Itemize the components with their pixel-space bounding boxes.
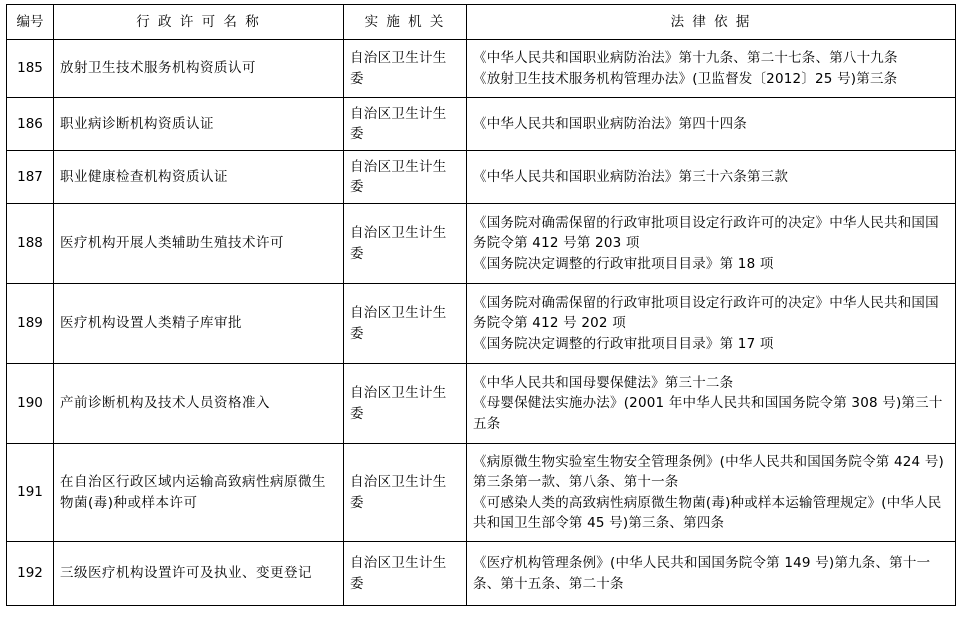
cell-organization: 自治区卫生计生委 (344, 364, 467, 444)
cell-legal-basis (467, 40, 956, 98)
cell-no: 192 (7, 542, 54, 606)
legal-basis-line: 《中华人民共和国职业病防治法》第十九条、第二十七条、第八十九条 (473, 50, 898, 67)
column-header-name: 行 政 许 可 名 称 (54, 5, 344, 40)
legal-basis-line: 《中华人民共和国母婴保健法》第三十二条 (473, 375, 734, 392)
cell-permit-name: 产前诊断机构及技术人员资格准入 (54, 364, 344, 444)
cell-no: 188 (7, 204, 54, 284)
cell-legal-basis (467, 542, 956, 606)
cell-organization: 自治区卫生计生委 (344, 151, 467, 204)
table-row (7, 204, 956, 284)
table-body (7, 40, 956, 606)
cell-organization: 自治区卫生计生委 (344, 98, 467, 151)
cell-organization: 自治区卫生计生委 (344, 40, 467, 98)
cell-no: 186 (7, 98, 54, 151)
table-row (7, 40, 956, 98)
legal-basis-line: 《中华人民共和国职业病防治法》第四十四条 (473, 115, 747, 132)
legal-basis-line: 《可感染人类的高致病性病原微生物菌(毒)种或样本运输管理规定》(中华人民共和国卫生部令第 45 号)第三条、第四条 (473, 494, 942, 531)
cell-legal-basis (467, 364, 956, 444)
cell-no: 189 (7, 284, 54, 364)
cell-permit-name: 医疗机构开展人类辅助生殖技术许可 (54, 204, 344, 284)
cell-permit-name: 医疗机构设置人类精子库审批 (54, 284, 344, 364)
cell-no: 191 (7, 444, 54, 542)
cell-organization: 自治区卫生计生委 (344, 284, 467, 364)
legal-basis-line: 《国务院对确需保留的行政审批项目设定行政许可的决定》中华人民共和国国务院令第 412 号 202 项 (473, 295, 939, 332)
table-row (7, 284, 956, 364)
cell-legal-basis (467, 444, 956, 542)
legal-basis-line: 《国务院决定调整的行政审批项目目录》第 17 项 (473, 335, 774, 352)
legal-basis-line: 《医疗机构管理条例》(中华人民共和国国务院令第 149 号)第九条、第十一条、第十五条、第二十条 (473, 555, 931, 592)
cell-no: 187 (7, 151, 54, 204)
column-header-basis: 法 律 依 据 (467, 5, 956, 40)
cell-permit-name: 职业病诊断机构资质认证 (54, 98, 344, 151)
column-header-no: 编号 (7, 5, 54, 40)
table-header-row (7, 5, 956, 40)
cell-permit-name: 职业健康检查机构资质认证 (54, 151, 344, 204)
legal-basis-line: 《病原微生物实验室生物安全管理条例》(中华人民共和国国务院令第 424 号)第三条第一款、第八条、第十一条 (473, 454, 944, 491)
legal-basis-line: 《放射卫生技术服务机构管理办法》(卫监督发〔2012〕25 号)第三条 (473, 70, 898, 87)
cell-legal-basis (467, 151, 956, 204)
cell-no: 190 (7, 364, 54, 444)
table-row (7, 151, 956, 204)
cell-organization: 自治区卫生计生委 (344, 542, 467, 606)
legal-basis-line: 《母婴保健法实施办法》(2001 年中华人民共和国国务院令第 308 号)第三十五条 (473, 395, 943, 432)
table-row (7, 98, 956, 151)
cell-legal-basis (467, 98, 956, 151)
legal-basis-line: 《中华人民共和国职业病防治法》第三十六条第三款 (473, 168, 789, 185)
cell-permit-name: 在自治区行政区域内运输高致病性病原微生物菌(毒)种或样本许可 (54, 444, 344, 542)
cell-permit-name: 三级医疗机构设置许可及执业、变更登记 (54, 542, 344, 606)
cell-permit-name: 放射卫生技术服务机构资质认可 (54, 40, 344, 98)
column-header-org: 实 施 机 关 (344, 5, 467, 40)
cell-organization: 自治区卫生计生委 (344, 444, 467, 542)
table-row (7, 542, 956, 606)
table-row (7, 444, 956, 542)
cell-no: 185 (7, 40, 54, 98)
table-row (7, 364, 956, 444)
cell-legal-basis (467, 284, 956, 364)
administrative-permit-table (6, 4, 956, 606)
cell-legal-basis (467, 204, 956, 284)
cell-organization: 自治区卫生计生委 (344, 204, 467, 284)
legal-basis-line: 《国务院决定调整的行政审批项目目录》第 18 项 (473, 255, 774, 272)
table-header (7, 5, 956, 40)
legal-basis-line: 《国务院对确需保留的行政审批项目设定行政许可的决定》中华人民共和国国务院令第 412 号第 203 项 (473, 215, 939, 252)
